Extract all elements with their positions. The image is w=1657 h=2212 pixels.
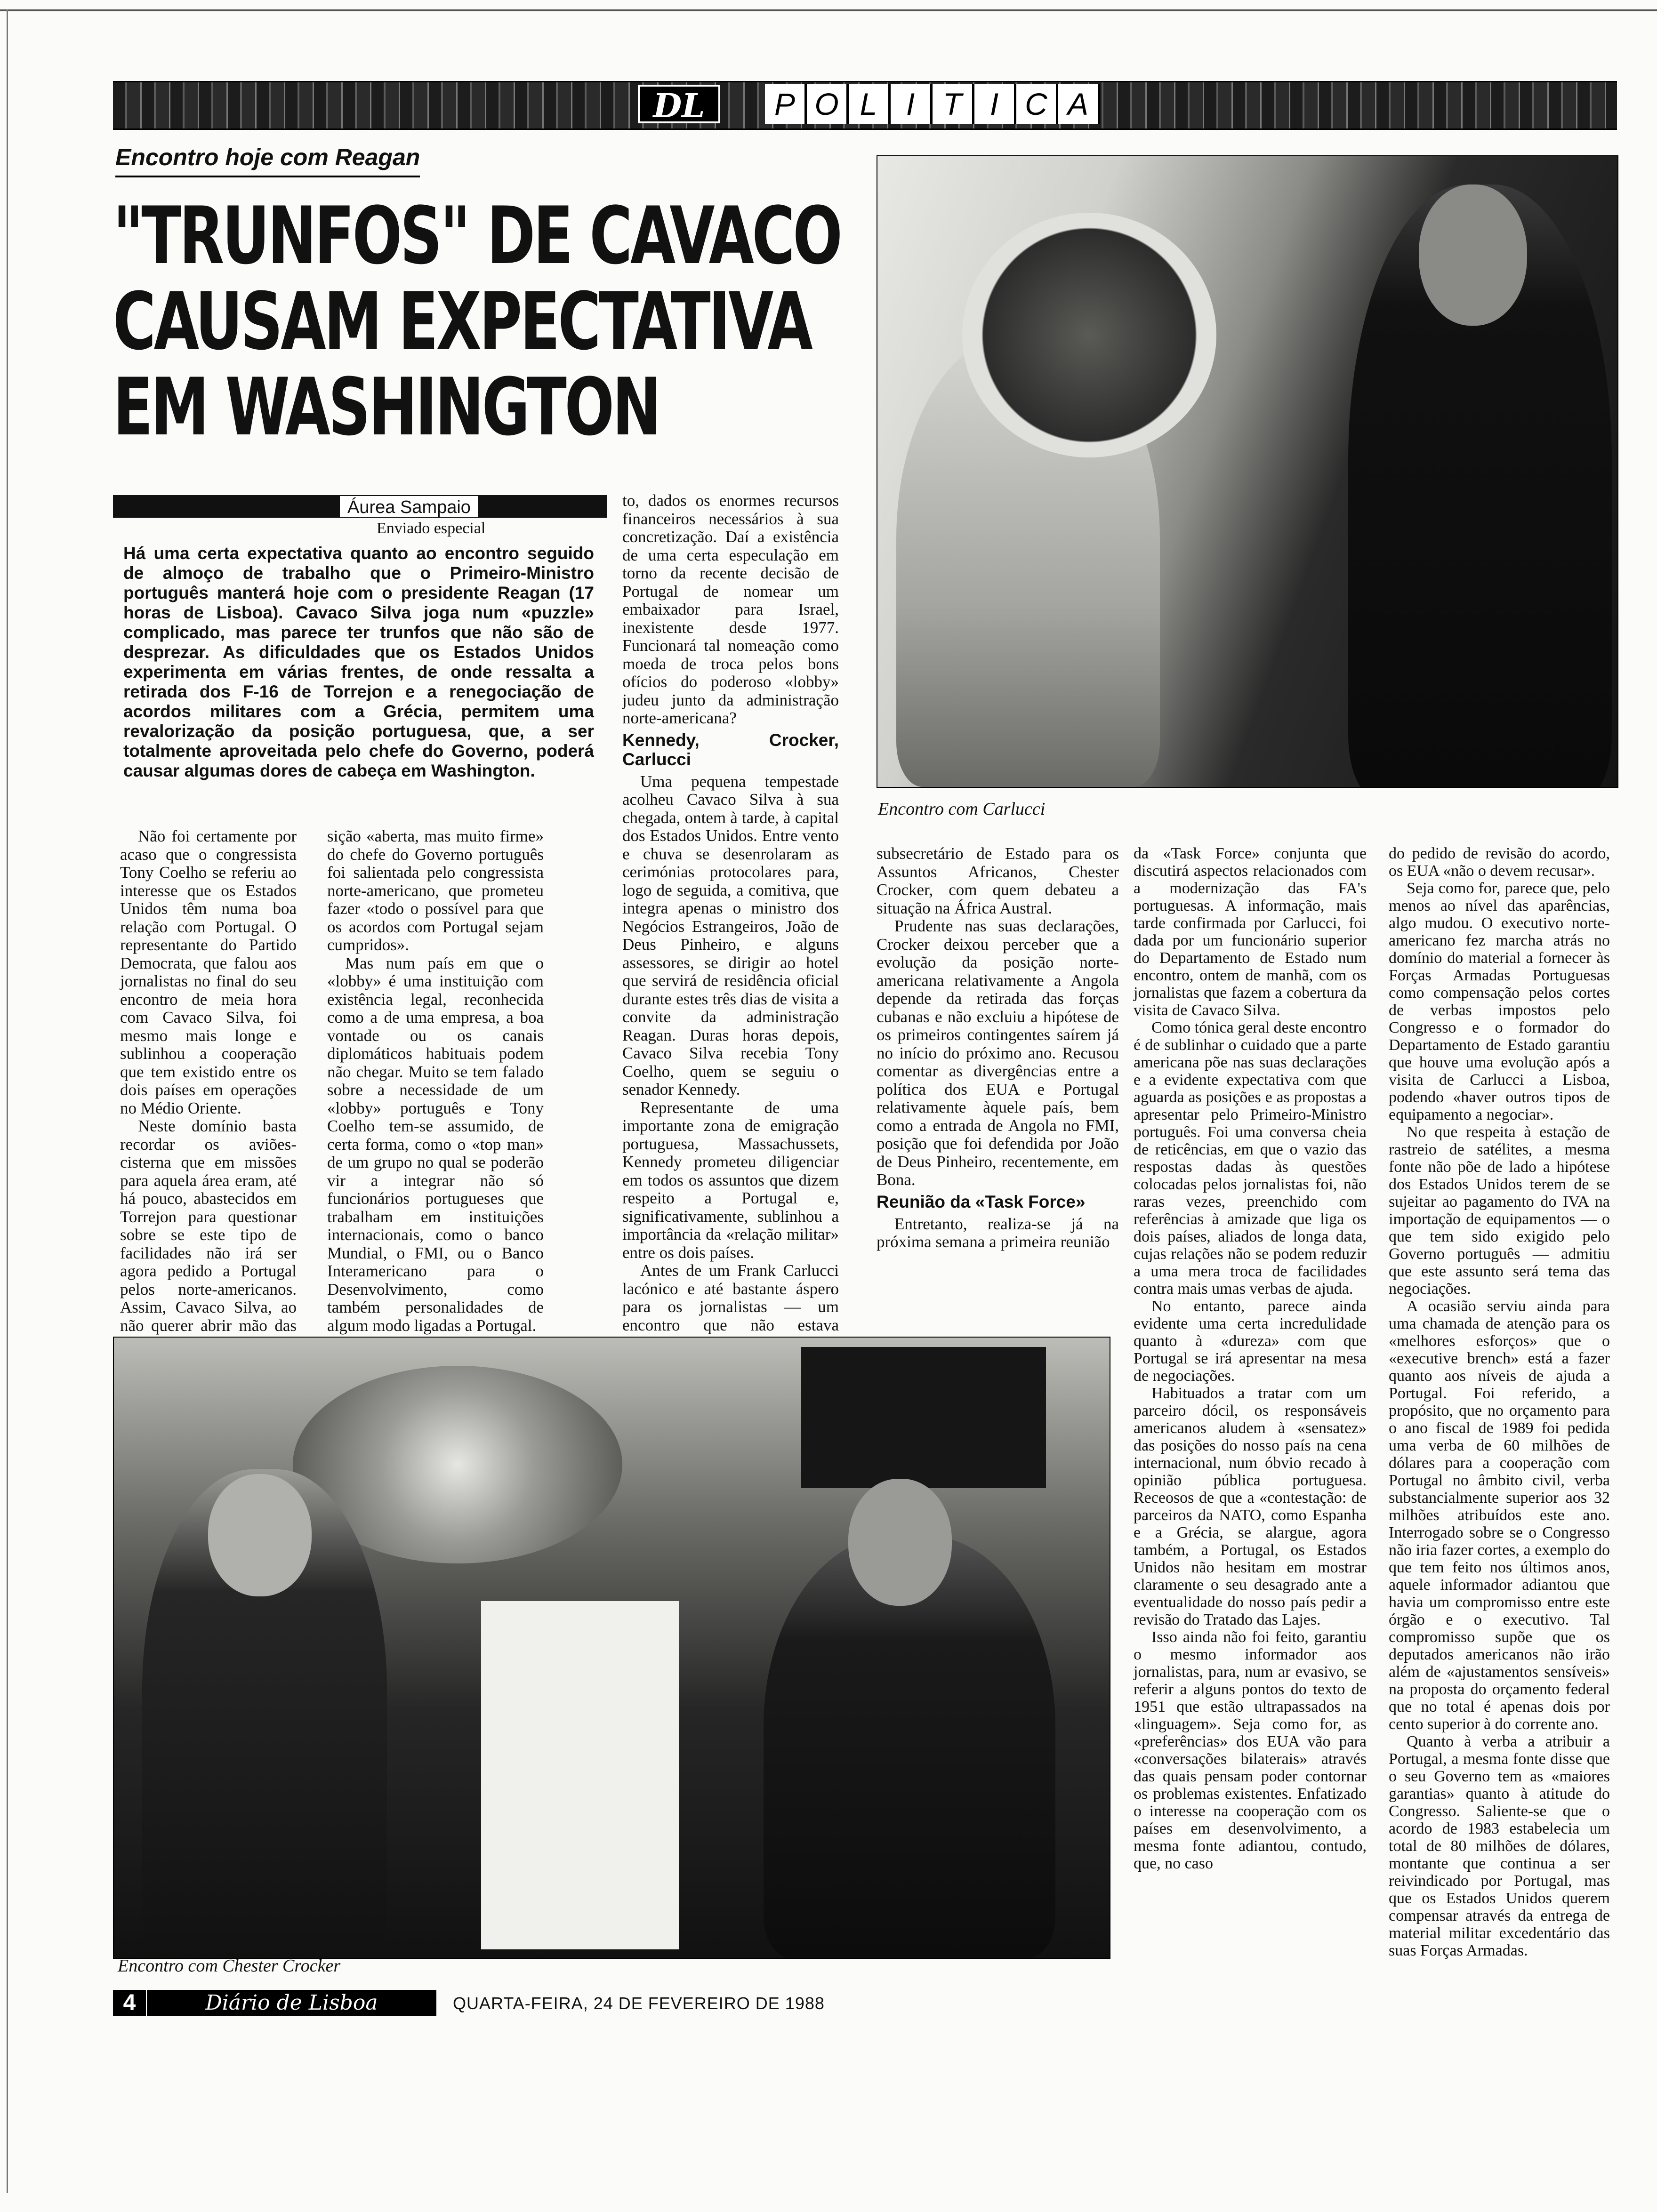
subheading: Reunião da «Task Force» xyxy=(877,1192,1086,1211)
text-column-5 xyxy=(1134,845,1367,1872)
paragraph: Uma pequena tempestade acolheu Cavaco Silva à sua chegada, ontem à tarde, à capital dos Estados Unidos. Entre vento e chuva se desenrolaram as cerimónias protocolares para, logo de seguida, a comitiva, que integra apenas o ministro dos Negócios Estrangeiros, João de Deus Pinheiro, e alguns assessores, se dirigir ao hotel que servirá de residência oficial durante estes três dias de visita a convite da administração Reagan. Duras horas depois, Cavaco Silva recebia Tony Coelho, quem se seguiu o senador Kennedy. xyxy=(622,772,839,1098)
paragraph: to, dados os enormes recursos financeiros necessários à sua concretização. Daí a existência de uma certa especulação em torno da recente decisão de Portugal de nomear um embaixador para Israel, inexistente desde 1977. Funcionará tal nomeação como moeda de troca pelos bons ofícios do poderoso «lobby» judeu junto da administração norte-americana? xyxy=(622,491,839,727)
section-letter: P xyxy=(765,84,807,124)
section-letter: L xyxy=(849,84,891,124)
left-rule xyxy=(7,9,8,2193)
section-letter: A xyxy=(1058,84,1100,124)
section-letter: I xyxy=(974,84,1016,124)
article-headline xyxy=(113,190,841,453)
dl-logo: DL xyxy=(638,85,720,123)
paragraph: No que respeita à estação de rastreio de satélites, a mesma fonte não põe de lado a hipótese dos Estados Unidos terem de se sujeitar ao pagamento do IVA na importação de equipamentos — o que tem sido exigido pelo Governo português — admitiu que este assunto será tema das negociações. xyxy=(1389,1123,1610,1298)
page-number: 4 xyxy=(113,1990,146,2016)
text-column-3 xyxy=(622,492,839,1389)
paragraph: Quanto à verba a atribuir a Portugal, a mesma fonte disse que o seu Governo tem as «maiores garantias» quanto à atitude do Congresso. Saliente-se que o acordo de 1983 estabelecia um total de 80 milhões de dólares, montante que continua a ser reivindicado por Portugal, mas que os Estados Unidos querem compensar através da entrega de material militar excedentário das suas Forças Armadas. xyxy=(1389,1733,1610,1959)
article-lead: Há uma certa expectativa quanto ao encontro seguido de almoço de trabalho que o Primeiro-Ministro português manterá hoje com o presidente Reagan (17 horas de Lisboa). Cavaco Silva joga num «puzzle» complicado, mas parece ter trunfos que não são de desprezar. As dificuldades que os Estados Unidos experimenta em várias frentes, de onde ressalta a retirada dos F-16 de Torrejon e a renegociação de acordos militares com a Grécia, permitem uma revalorização da posição portuguesa, que, a ser totalmente aproveitada pelo chefe do Governo, poderá causar algumas dores de cabeça em Washington. xyxy=(123,544,594,780)
paragraph: Como tónica geral deste encontro é de sublinhar o cuidado que a parte americana põe nas suas declarações e a evidente expectativa com que aguarda as posições e as propostas a apresentar pelo Primeiro-Ministro português. Foi uma conversa cheia de reticências, em que o vazio das respostas dadas às questões colocadas pelos jornalistas foi, não raras vezes, preenchido com referências à amizade que liga os dois países, aliados de longa data, cujas relações não se podem reduzir a uma mera troca de facilidades contra mais umas verbas de ajuda. xyxy=(1134,1019,1367,1298)
top-rule xyxy=(0,9,1657,11)
publication-date: QUARTA-FEIRA, 24 DE FEVEREIRO DE 1988 xyxy=(453,1994,825,2013)
subheading: Kennedy, Crocker, Carlucci xyxy=(622,730,839,769)
author-role: Enviado especial xyxy=(377,520,486,537)
figure-right-head xyxy=(1419,184,1527,326)
text-column-6 xyxy=(1389,845,1610,1959)
flowers xyxy=(962,213,1216,457)
figure-left-head xyxy=(208,1474,312,1596)
paragraph: Entretanto, realiza-se já na próxima semana a primeira reunião xyxy=(877,1214,1119,1251)
paragraph: Isso ainda não foi feito, garantiu o mesmo informador aos jornalistas, para, num ar evasivo, se referir a alguns pontos do texto de 1951 que estão ultrapassados na «linguagem». Seja como for, as «preferências» dos EUA vão para «conversações bilaterais» através das quais pensam poder contornar os problemas existentes. Enfatizado o interesse na cooperação com os países em desenvolvimento, a mesma fonte adiantou, contudo, que, no caso xyxy=(1134,1628,1367,1872)
fireplace xyxy=(481,1601,679,1949)
photo-caption-top: Encontro com Carlucci xyxy=(878,799,1046,819)
paragraph: No entanto, parece ainda evidente uma certa incredulidade quanto à «dureza» com que Portugal se irá apresentar na mesa de negociações. xyxy=(1134,1298,1367,1385)
figure-right-head xyxy=(848,1479,952,1606)
text-column-4 xyxy=(877,845,1119,1251)
paragraph: sição «aberta, mas muito firme» do chefe do Governo português foi salientada pelo congressista norte-americano, que prometeu fazer «todo o possível para que os acordos com Portugal sejam cumpridos». xyxy=(327,827,544,954)
section-letter: O xyxy=(807,84,849,124)
paragraph: Seja como for, parece que, pelo menos ao nível das aparências, algo mudou. O executivo norte-americano fez marcha atrás no domínio do material a fornecer às Forças Armadas Portuguesas como compensação pelos cortes de verbas impostos pelo Congresso e o formador do Departamento de Estado garantiu que houve uma evolução após a visita de Carlucci a Lisboa, podendo «haver outros tipos de equipamento a negociar». xyxy=(1389,880,1610,1123)
paragraph: Antes de um Frank Carlucci lacónico e até bastante áspero para os jornalistas — um encontro que não estava xyxy=(622,1261,839,1334)
paragraph: do pedido de revisão do acordo, os EUA «não o devem recusar». xyxy=(1389,845,1610,880)
paragraph: Habituados a tratar com um parceiro dócil, os responsáveis americanos aludem à «sensatez» das posições do nosso país na cena internacional, num óbvio recado à opinião pública portuguesa. Receosos de que a «contestação: de parceiros da NATO, como Espanha e a Grécia, se alargue, agora também, a Portugal, os Estados Unidos não hesitam em mostrar claramente o seu desagrado ante a eventualidade do nosso país pedir a revisão do Tratado das Lajes. xyxy=(1134,1385,1367,1628)
paragraph: subsecretário de Estado para os Assuntos Africanos, Chester Crocker, com quem debateu a situação na África Austral. xyxy=(877,844,1119,917)
headline-line: "TRUNFOS" DE CAVACO xyxy=(113,190,841,282)
wall-painting xyxy=(801,1347,1046,1488)
paragraph: A ocasião serviu ainda para uma chamada de atenção para os «melhores esforços» que o «executive brench» está a fazer quanto aos níveis de ajuda a Portugal. Foi referido, a propósito, que no orçamento para o ano fiscal de 1989 foi pedida uma verba de 60 milhões de dólares para a cooperação com Portugal no âmbito civil, verba substancialmente superior aos 32 milhões atribuídos este ano. Interrogado sobre se o Congresso não iria fazer cortes, a exemplo do que tem feito nos últimos anos, aquele informador adiantou que havia um compromisso entre este órgão e o executivo. Tal compromisso supõe que os deputados americanos não irão além de «ajustamentos sensíveis» na proposta do orçamento federal que no total é apenas dois por cento superior à do corrente ano. xyxy=(1389,1298,1610,1733)
author-name: Áurea Sampaio xyxy=(339,495,479,518)
text-column-2 xyxy=(327,827,544,1371)
headline-line: CAUSAM EXPECTATIVA xyxy=(113,275,811,368)
newspaper-name: Diário de Lisboa xyxy=(147,1990,436,2016)
headline-line: EM WASHINGTON xyxy=(113,361,660,453)
section-letter: T xyxy=(933,84,974,124)
paragraph: da «Task Force» conjunta que discutirá aspectos relacionados com a modernização das FA's portuguesas. A informação, mais tarde confirmada por Carlucci, foi dada por um funcionário superior do Departamento de Estado num encontro, ontem de manhã, com os jornalistas que fazem a cobertura da visita de Cavaco Silva. xyxy=(1134,845,1367,1019)
photo-crocker xyxy=(113,1337,1110,1959)
section-letter: I xyxy=(891,84,933,124)
paragraph: Prudente nas suas declarações, Crocker deixou perceber que a evolução da posição norte-americana relativamente a Angola depende da retirada das forças cubanas e não excluiu a hipótese de os primeiros contingentes saírem já no início do próximo ano. Recusou comentar as divergências entre a política dos EUA e Portugal relativamente àquele país, bem como a entrada de Angola no FMI, posição que foi defendida por João de Deus Pinheiro, recentemente, em Bona. xyxy=(877,917,1119,1189)
paragraph: Não foi certamente por acaso que o congressista Tony Coelho se referiu ao interesse que os Estados Unidos têm numa boa relação com Portugal. O representante do Partido Democrata, que falou aos jornalistas no final do seu encontro de meia hora com Cavaco Silva, foi mesmo mais longe e sublinhou a cooperação que tem existido entre os dois países em operações no Médio Oriente. xyxy=(120,827,297,1117)
paragraph: Neste domínio basta recordar os aviões-cisterna que em missões para aquela área eram, até há pouco, abastecidos em Torrejon para questionar sobre se este tipo de facilidades não irá ser agora pedido a Portugal pelos norte-americanos. Assim, Cavaco Silva, ao não querer abrir mão das xyxy=(120,1117,297,1335)
photo-caption-bottom: Encontro com Chester Crocker xyxy=(118,1956,341,1976)
paragraph: Mas num país em que o «lobby» é uma instituição com existência legal, reconhecida como a de uma empresa, a boa vontade ou os canais diplomáticos habituais podem não chegar. Muito se tem falado sobre a necessidade de um «lobby» português e Tony Coelho tem-se assumido, de certa forma, como o «top man» de um grupo no qual se poderão vir a integrar não só funcionários portugueses que trabalham em instituições internacionais, como o banco Mundial, o FMI, ou o Banco Interamericano para o Desenvolvimento, como também personalidades de algum modo ligadas a Portugal. xyxy=(327,954,544,1335)
article-kicker: Encontro hoje com Reagan xyxy=(115,144,420,177)
section-letter: C xyxy=(1016,84,1058,124)
paragraph: Representante de uma importante zona de emigração portuguesa, Massachussets, Kennedy prometeu diligenciar em todos os assuntos que dizem respeito a Portugal e, significativamente, sublinhou a importância da «relação militar» entre os dois países. xyxy=(622,1098,839,1262)
section-title xyxy=(765,84,1100,124)
photo-carlucci xyxy=(877,155,1618,788)
